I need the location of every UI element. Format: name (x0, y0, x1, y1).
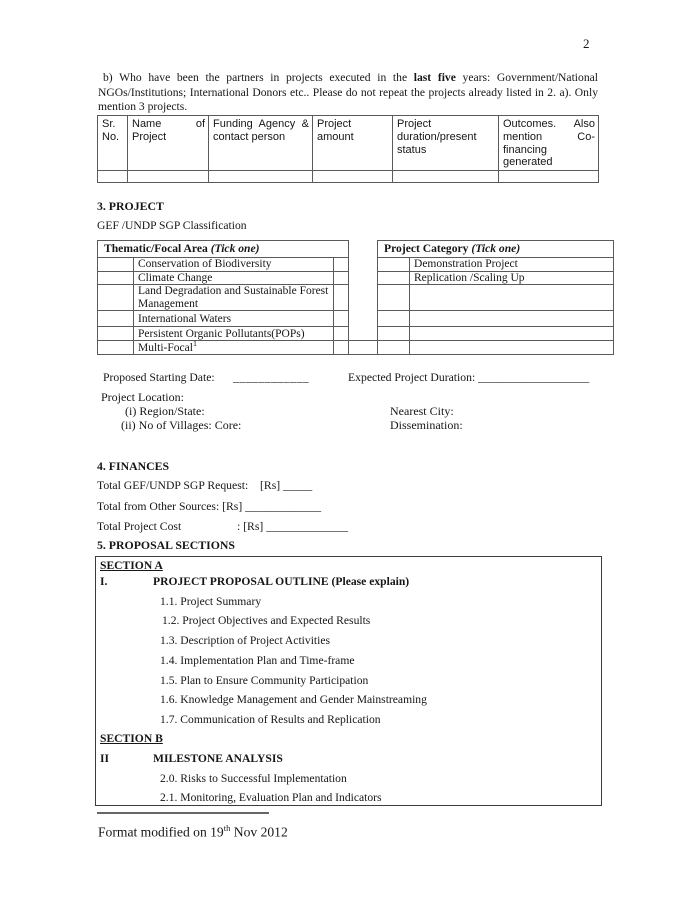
classification-row (98, 341, 614, 355)
footnote-separator-rule (97, 812, 269, 814)
finance-line-other-sources[interactable]: Total from Other Sources: [Rs] _____________ (97, 500, 322, 513)
narrow-cell (334, 311, 349, 327)
gap-cell (349, 241, 378, 258)
category-label (410, 341, 614, 355)
category-label (410, 311, 614, 327)
focal-area-header-text: Thematic/Focal Area (104, 241, 211, 255)
focal-area-label: Conservation of Biodiversity (134, 258, 334, 272)
proposal-item-1-7: 1.7. Communication of Results and Replication (160, 713, 381, 726)
gap-cell (349, 271, 378, 285)
proposal-item-2-0: 2.0. Risks to Successful Implementation (160, 772, 347, 785)
classification-row (98, 258, 614, 272)
tick-cell-climate[interactable] (98, 271, 134, 285)
classification-table (97, 240, 614, 355)
intro-paragraph (98, 71, 598, 115)
classification-header-row (98, 241, 614, 258)
gap-cell (349, 285, 378, 311)
region-state-label: (i) Region/State: (125, 404, 205, 418)
narrow-cell (334, 271, 349, 285)
proposal-item-1-4: 1.4. Implementation Plan and Time-frame (160, 654, 355, 667)
focal-area-label (134, 338, 334, 355)
project-location-label: Project Location: (101, 390, 184, 404)
tick-cell-international-waters[interactable] (98, 311, 134, 327)
tick-cell-category[interactable] (378, 341, 410, 355)
classification-row (98, 285, 614, 311)
focal-area-label: Land Degradation and Sustainable Forest Management (134, 285, 334, 311)
multi-focal-text: Multi-Focal (138, 341, 193, 354)
cell-funding[interactable] (209, 171, 313, 183)
tick-cell-demonstration[interactable] (378, 258, 410, 272)
page-number: 2 (583, 36, 590, 51)
duration-label: Expected Project Duration: (348, 371, 479, 384)
starting-date-label: Proposed Starting Date: (103, 371, 215, 384)
section-b-numeral: II (100, 752, 110, 765)
footer-text-post: Nov 2012 (230, 824, 288, 840)
col-header-name: Name of Project (128, 116, 209, 171)
classification-row (98, 327, 614, 341)
category-label (410, 285, 614, 311)
nearest-city-label: Nearest City: (390, 404, 454, 418)
proposal-item-1-1: 1.1. Project Summary (160, 595, 262, 608)
narrow-cell (334, 285, 349, 311)
footer-note (98, 823, 288, 841)
category-tick-note: (Tick one) (471, 241, 521, 255)
tick-cell-category[interactable] (378, 285, 410, 311)
duration-blank[interactable]: ___________________ (478, 371, 590, 384)
sgp-request-blank[interactable]: [Rs] _____ (260, 479, 313, 492)
dissemination-label: Dissemination: (390, 418, 463, 432)
intro-text-pre: b) Who have been the partners in projects executed in the (103, 71, 414, 84)
section-a-numeral: I. (100, 575, 108, 588)
section-a-outline-title: PROJECT PROPOSAL OUTLINE (Please explain) (153, 575, 410, 588)
project-category-header (378, 241, 614, 258)
tick-cell-multi-focal[interactable] (98, 341, 134, 355)
classification-row (98, 311, 614, 327)
partners-table (97, 115, 599, 183)
intro-text-post: years: Government/National NGOs/Institutions; International Donors etc.. Please do not repeat the projects already listed in 2. a). Only mention 3 projects. (98, 71, 598, 114)
gap-cell (349, 327, 378, 341)
focal-area-label: International Waters (134, 311, 334, 327)
col-header-duration: Project duration/present status (393, 116, 499, 171)
section-b-title: SECTION B (100, 732, 163, 745)
cell-outcomes[interactable] (499, 171, 599, 183)
villages-core-label: (ii) No of Villages: Core: (121, 418, 242, 432)
gap-cell (349, 341, 378, 355)
classification-row (98, 271, 614, 285)
finance-line-sgp-request (97, 479, 427, 492)
section-a-title: SECTION A (100, 559, 163, 572)
proposal-item-1-5: 1.5. Plan to Ensure Community Participation (160, 674, 369, 687)
focal-area-label: Climate Change (134, 271, 334, 285)
focal-area-tick-note: (Tick one) (210, 241, 260, 255)
tick-cell-land-degradation[interactable] (98, 285, 134, 311)
intro-text-bold: last five (413, 71, 456, 84)
total-cost-blank[interactable]: : [Rs] ______________ (237, 520, 349, 533)
classification-subheading: GEF /UNDP SGP Classification (97, 219, 247, 232)
col-header-amount: Project amount (313, 116, 393, 171)
section-3-heading: 3. PROJECT (97, 199, 164, 213)
col-header-funding: Funding Agency & contact person (209, 116, 313, 171)
partners-table-header-row (98, 116, 599, 171)
proposal-item-2-1: 2.1. Monitoring, Evaluation Plan and Indicators (160, 791, 382, 804)
col-header-sr-no: Sr. No. (98, 116, 128, 171)
category-label (410, 327, 614, 341)
sgp-request-label: Total GEF/UNDP SGP Request: (97, 479, 249, 492)
footer-superscript: th (223, 823, 231, 833)
tick-cell-replication[interactable] (378, 271, 410, 285)
footnote-reference: 1 (192, 338, 197, 348)
focal-area-header (98, 241, 349, 258)
proposal-item-1-3: 1.3. Description of Project Activities (160, 634, 331, 647)
footer-text-pre: Format modified on 19 (98, 824, 224, 840)
gap-cell (349, 258, 378, 272)
starting-date-blank[interactable]: ____________ (233, 371, 310, 384)
tick-cell-category[interactable] (378, 327, 410, 341)
category-label: Demonstration Project (410, 258, 614, 272)
narrow-cell (334, 258, 349, 272)
cell-duration[interactable] (393, 171, 499, 183)
col-header-outcomes: Outcomes. Also mention Co-financing generated (499, 116, 599, 171)
tick-cell-biodiversity[interactable] (98, 258, 134, 272)
narrow-cell (334, 341, 349, 355)
proposal-item-1-6: 1.6. Knowledge Management and Gender Mainstreaming (160, 693, 427, 706)
proposal-sections-box (95, 556, 602, 806)
partners-table-empty-row[interactable] (98, 171, 599, 183)
project-duration-line (348, 371, 589, 384)
cell-sr-no[interactable] (98, 171, 128, 183)
tick-cell-category[interactable] (378, 311, 410, 327)
category-label: Replication /Scaling Up (410, 271, 614, 285)
cell-amount[interactable] (313, 171, 393, 183)
focal-area-label: Persistent Organic Pollutants(POPs) (134, 327, 334, 341)
cell-name[interactable] (128, 171, 209, 183)
finance-line-total-cost (97, 520, 427, 533)
section-5-heading: 5. PROPOSAL SECTIONS (97, 538, 235, 552)
section-b-outline-title: MILESTONE ANALYSIS (153, 752, 283, 765)
proposal-item-1-2: 1.2. Project Objectives and Expected Results (162, 614, 371, 627)
section-4-heading: 4. FINANCES (97, 459, 170, 473)
gap-cell (349, 311, 378, 327)
total-cost-label: Total Project Cost (97, 520, 182, 533)
narrow-cell (334, 327, 349, 341)
project-category-header-text: Project Category (384, 241, 472, 255)
tick-cell-pops[interactable] (98, 327, 134, 341)
